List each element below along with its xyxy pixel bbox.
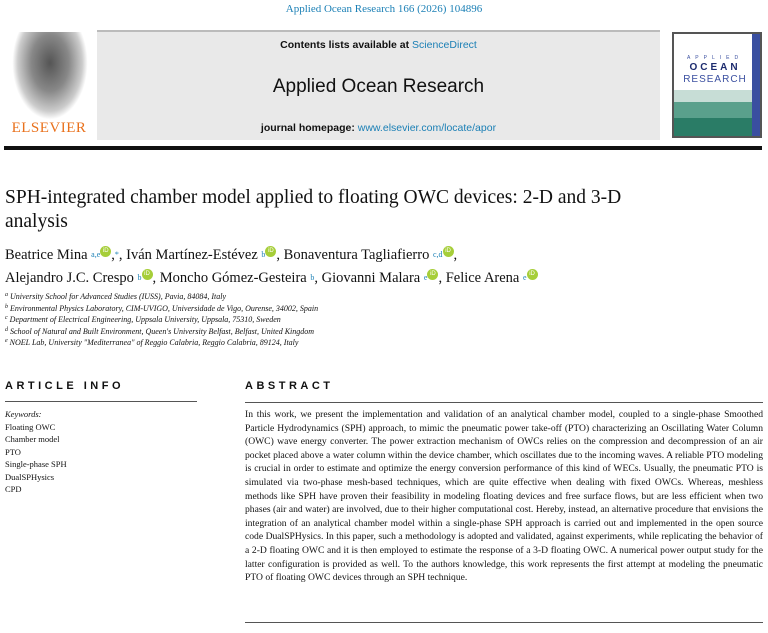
affiliation-key: e <box>5 338 8 344</box>
divider <box>245 622 763 623</box>
orcid-icon[interactable]: iD <box>443 246 454 257</box>
orcid-icon[interactable]: iD <box>142 269 153 280</box>
article-title: SPH-integrated chamber model applied to floating OWC devices: 2-D and 3-D analysis <box>5 187 622 232</box>
elsevier-tree-icon <box>12 32 88 120</box>
author-list: Beatrice Mina $^{a,e}$ iD ,*, Iván Martínez-Estévez $^b$ iD , Bonaventura Tagliafierro $^{c,d}$ iD , Alejandro J.C. Crespo $^b$ iD , Moncho Gómez-Gesteira $^b$, Giovanni Malara $^e$ iD , Felice Arena $^e$ iD <box>5 244 705 290</box>
keywords <box>5 408 67 496</box>
affiliation <box>5 303 318 315</box>
affiliation <box>5 326 318 338</box>
header-divider <box>4 146 762 150</box>
homepage-prefix: journal homepage: <box>260 122 358 134</box>
keyword: CPD <box>5 484 22 494</box>
affiliation-list <box>5 291 318 349</box>
affiliation-text: Department of Electrical Engineering, Uppsala University, Uppsala, 75310, Sweden <box>9 315 281 324</box>
journal-cover-image[interactable] <box>672 32 762 138</box>
homepage-line <box>97 122 660 134</box>
journal-header-box <box>97 30 660 140</box>
homepage-link[interactable]: www.elsevier.com/locate/apor <box>357 122 497 134</box>
author-affiliation-marker[interactable]: b <box>137 273 142 282</box>
publisher-name: ELSEVIER <box>11 120 87 136</box>
keyword: Single-phase SPH <box>5 459 67 469</box>
keyword: DualSPHysics <box>5 471 55 482</box>
author-name[interactable]: Bonaventura Tagliafierro <box>283 247 430 263</box>
abstract-text: In this work, we present the implementation and validation of an analytical chamber model, coupled to a single-phase Smoothed Particle Hydrodynamics (SPH) approach, to mimic the pneumatic power take-off (PTO) characterizing an Oscillating Water Column (OWC) wave energy converter. The power extraction mechanism of OWCs relies on the compression and decompression of an air pocket placed above a water column within the device chamber, which oscillates due to the incoming waves. A reliable PTO modeling is crucial in order to estimate and optimize the energy conversion performance of this kind of WECs. Usually, the pneumatic PTO is simulated via two-phase mesh-based techniques, which are quite effective when dealing with fixed OWCs. Whereas, meshless methods like SPH have proven their feasibility in modeling floating devices and free surface flows, but are less efficient when two phases (air and water) are involved, due to their higher computational cost. Hereby, instead, an alternative procedure that envisions the integration of an analytical chamber model within a single-phase SPH approach is carried out and implemented in the open source code DualSPHysics. In this paper, such a methodology is adopted and validated, against experiments, while replicating the behavior of a 2-D floating OWC and it is then employed to estimate the response of a 3-D floating OWC. A numerical power output study for the latter configuration is provided as well. To the authors knowledge, this work represents the first attempt at modeling the pneumatic PTO of floating OWC devices through an SPH technique. <box>245 409 763 584</box>
affiliation-text: School of Natural and Built Environment, Queen's University Belfast, Belfast, United Kingdom <box>10 326 315 336</box>
author-affiliation-marker[interactable]: e <box>423 273 428 282</box>
affiliation <box>5 314 318 326</box>
cover-line2: OCEAN <box>689 62 741 73</box>
cover-line1: APPLIED <box>686 55 744 61</box>
affiliation <box>5 337 318 349</box>
divider <box>245 402 763 403</box>
keyword: PTO <box>5 446 21 457</box>
keywords-label: Keywords: <box>5 409 42 419</box>
author-name[interactable]: Iván Martínez-Estévez <box>126 247 258 263</box>
keyword: Floating OWC <box>5 421 56 432</box>
corresponding-author-marker[interactable]: * <box>114 250 119 259</box>
affiliation-key: c <box>5 315 8 321</box>
affiliation-text: University School for Advanced Studies (IUSS), Pavia, 84084, Italy <box>10 292 227 301</box>
orcid-icon[interactable]: iD <box>427 269 438 280</box>
author-affiliation-marker[interactable]: e <box>523 273 527 282</box>
author-affiliation-marker[interactable]: a,e <box>91 250 101 259</box>
orcid-icon[interactable]: iD <box>265 246 276 257</box>
affiliation-key: a <box>5 292 8 298</box>
author-name[interactable]: Moncho Gómez-Gesteira <box>159 270 307 286</box>
affiliation-key: b <box>5 303 8 310</box>
article-info-heading: ARTICLE INFO <box>5 380 124 392</box>
author-affiliation-marker[interactable]: b <box>310 273 315 282</box>
cover-line3: RESEARCH <box>683 74 747 85</box>
author-affiliation-marker[interactable]: c,d <box>432 250 443 259</box>
abstract-heading: ABSTRACT <box>245 380 334 392</box>
contents-line <box>97 39 660 51</box>
elsevier-logo <box>4 30 94 142</box>
affiliation-key: d <box>5 326 8 333</box>
contents-prefix: Contents lists available at <box>280 39 413 51</box>
author-name[interactable]: Beatrice Mina <box>5 247 88 263</box>
affiliation-text: Environmental Physics Laboratory, CIM-UVIGO, Universidade de Vigo, Ourense, 34002, Spain <box>10 303 319 313</box>
journal-reference-link[interactable]: Applied Ocean Research 166 (2026) 104896 <box>285 3 483 15</box>
journal-name: Applied Ocean Research <box>272 76 485 97</box>
author-name[interactable]: Giovanni Malara <box>321 270 421 286</box>
affiliation <box>5 291 318 303</box>
author-name[interactable]: Alejandro J.C. Crespo <box>5 270 134 286</box>
author-name[interactable]: Felice Arena <box>445 270 520 286</box>
sciencedirect-link[interactable]: ScienceDirect <box>412 39 477 51</box>
orcid-icon[interactable]: iD <box>100 246 111 257</box>
divider <box>5 401 197 402</box>
author-affiliation-marker[interactable]: b <box>261 250 266 259</box>
keyword: Chamber model <box>5 434 60 444</box>
affiliation-text: NOEL Lab, University "Mediterranea" of Reggio Calabria, Reggio Calabria, 89124, Italy <box>9 338 299 347</box>
orcid-icon[interactable]: iD <box>527 269 538 280</box>
